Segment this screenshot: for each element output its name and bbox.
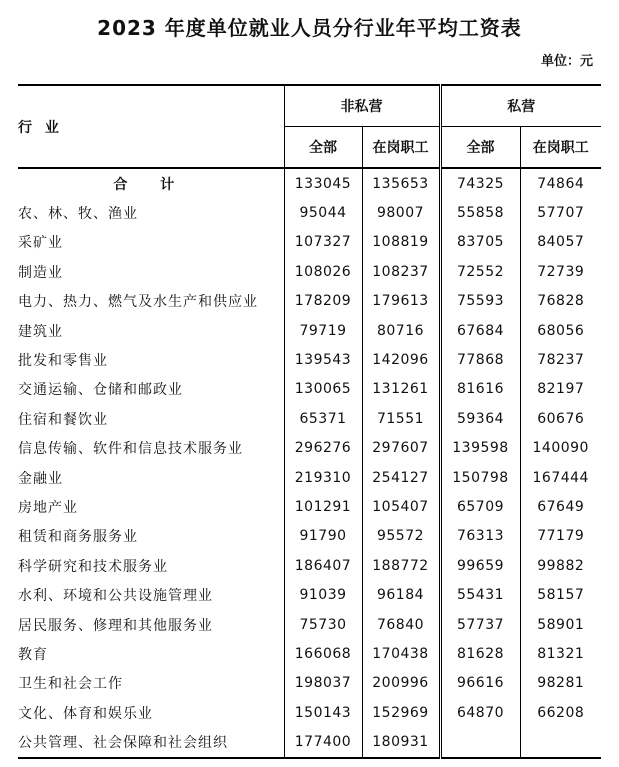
industry-cell: 交通运输、仓储和邮政业 — [18, 375, 284, 404]
non-private-on-post-cell: 98007 — [362, 198, 440, 227]
private-on-post-cell: 167444 — [520, 463, 601, 492]
private-all-cell: 64870 — [440, 698, 520, 727]
private-on-post-cell: 72739 — [520, 257, 601, 286]
non-private-all-cell: 107327 — [294, 234, 352, 251]
page-title: 2023 年度单位就业人员分行业年平均工资表 — [97, 16, 522, 40]
industry-cell: 信息传输、软件和信息技术服务业 — [18, 434, 284, 463]
non-private-on-post-cell: 135653 — [362, 168, 440, 198]
private-all-cell: 55431 — [440, 580, 520, 609]
table-body — [18, 168, 601, 758]
non-private-on-post-cell: 108237 — [362, 257, 440, 286]
industry-cell: 电力、热力、燃气及水生产和供应业 — [18, 287, 284, 316]
industry-cell: 文化、体育和娱乐业 — [18, 698, 284, 727]
industry-cell: 制造业 — [18, 257, 284, 286]
wage-table — [18, 84, 601, 759]
non-private-on-post-cell: 142096 — [362, 345, 440, 374]
table-row — [18, 257, 601, 286]
non-private-on-post-cell: 95572 — [362, 522, 440, 551]
table-row — [18, 522, 601, 551]
industry-cell: 合 计 — [18, 168, 284, 198]
private-on-post-cell: 74864 — [520, 168, 601, 198]
private-all-header: 全部 — [440, 127, 520, 169]
industry-cell: 采矿业 — [18, 228, 284, 257]
non-private-on-post-cell: 179613 — [362, 287, 440, 316]
non-private-all-cell: 108026 — [294, 263, 352, 280]
table-row — [18, 727, 601, 757]
private-on-post-cell: 68056 — [520, 316, 601, 345]
non-private-all-cell: 150143 — [294, 704, 352, 721]
private-on-post-cell: 77179 — [520, 522, 601, 551]
non-private-header: 非私营 — [340, 99, 383, 115]
industry-cell: 农、林、牧、渔业 — [18, 198, 284, 227]
private-on-post-cell — [520, 727, 601, 757]
non-private-all-cell: 133045 — [294, 175, 352, 192]
private-all-cell: 81616 — [440, 375, 520, 404]
table-row — [18, 228, 601, 257]
total-row — [18, 168, 601, 198]
table-row — [18, 580, 601, 609]
non-private-all-cell: 296276 — [294, 440, 352, 457]
private-all-cell: 150798 — [440, 463, 520, 492]
industry-cell: 卫生和社会工作 — [18, 669, 284, 698]
non-private-on-post-cell: 188772 — [362, 551, 440, 580]
table-row — [18, 287, 601, 316]
industry-cell: 房地产业 — [18, 492, 284, 521]
non-private-all-cell: 95044 — [299, 205, 347, 222]
table-row — [18, 463, 601, 492]
table-row — [18, 198, 601, 227]
non-private-all-cell: 79719 — [299, 322, 347, 339]
industry-cell: 教育 — [18, 639, 284, 668]
private-all-cell: 67684 — [440, 316, 520, 345]
non-private-all-cell: 139543 — [294, 352, 352, 369]
table-row — [18, 492, 601, 521]
private-all-cell: 81628 — [440, 639, 520, 668]
industry-cell: 租赁和商务服务业 — [18, 522, 284, 551]
private-on-post-cell: 58901 — [520, 610, 601, 639]
private-all-cell: 77868 — [440, 345, 520, 374]
private-header: 私营 — [440, 85, 601, 127]
industry-cell: 建筑业 — [18, 316, 284, 345]
private-on-post-cell: 82197 — [520, 375, 601, 404]
private-all-cell: 72552 — [440, 257, 520, 286]
industry-cell: 批发和零售业 — [18, 345, 284, 374]
industry-cell: 居民服务、修理和其他服务业 — [18, 610, 284, 639]
private-all-cell: 55858 — [440, 198, 520, 227]
private-all-cell: 65709 — [440, 492, 520, 521]
private-all-cell: 99659 — [440, 551, 520, 580]
private-on-post-cell: 99882 — [520, 551, 601, 580]
non-private-on-post-cell: 105407 — [362, 492, 440, 521]
non-private-on-post-cell: 200996 — [362, 669, 440, 698]
non-private-on-post-cell: 108819 — [362, 228, 440, 257]
unit-label: 单位：元 — [540, 54, 593, 69]
industry-cell: 水利、环境和公共设施管理业 — [18, 580, 284, 609]
non-private-all-cell: 186407 — [294, 557, 352, 574]
private-all-cell: 75593 — [440, 287, 520, 316]
table-row — [18, 610, 601, 639]
header-row-groups — [18, 85, 601, 127]
table-row — [18, 434, 601, 463]
non-private-on-post-cell: 152969 — [362, 698, 440, 727]
private-on-post-cell: 78237 — [520, 345, 601, 374]
private-on-post-cell: 60676 — [520, 404, 601, 433]
non-private-on-post-cell: 297607 — [362, 434, 440, 463]
private-on-post-cell: 140090 — [520, 434, 601, 463]
private-all-cell — [440, 727, 520, 757]
non-private-on-post-header: 在岗职工 — [362, 127, 440, 169]
non-private-all-cell: 91790 — [299, 528, 347, 545]
non-private-on-post-cell: 96184 — [362, 580, 440, 609]
private-on-post-cell: 66208 — [520, 698, 601, 727]
private-on-post-header: 在岗职工 — [520, 127, 601, 169]
table-row — [18, 404, 601, 433]
non-private-on-post-cell: 71551 — [362, 404, 440, 433]
non-private-all-cell: 198037 — [294, 675, 352, 692]
non-private-all-header: 全部 — [284, 127, 362, 169]
private-on-post-cell: 98281 — [520, 669, 601, 698]
table-row — [18, 345, 601, 374]
non-private-all-cell: 177400 — [294, 734, 352, 751]
non-private-all-cell: 65371 — [299, 410, 347, 427]
private-on-post-cell: 81321 — [520, 639, 601, 668]
table-row — [18, 639, 601, 668]
non-private-all-cell: 178209 — [294, 293, 352, 310]
private-on-post-cell: 57707 — [520, 198, 601, 227]
non-private-on-post-cell: 131261 — [362, 375, 440, 404]
table-row — [18, 375, 601, 404]
non-private-on-post-cell: 254127 — [362, 463, 440, 492]
private-all-cell: 59364 — [440, 404, 520, 433]
non-private-all-cell: 130065 — [294, 381, 352, 398]
non-private-on-post-cell: 180931 — [362, 727, 440, 757]
table-row — [18, 669, 601, 698]
private-on-post-cell: 58157 — [520, 580, 601, 609]
non-private-all-cell: 219310 — [294, 469, 352, 486]
private-all-cell: 139598 — [440, 434, 520, 463]
private-all-cell: 76313 — [440, 522, 520, 551]
private-all-cell: 83705 — [440, 228, 520, 257]
non-private-on-post-cell: 76840 — [362, 610, 440, 639]
table-row — [18, 316, 601, 345]
non-private-all-cell: 166068 — [294, 645, 352, 662]
industry-header: 行 业 — [18, 85, 284, 168]
non-private-all-cell: 101291 — [294, 498, 352, 515]
non-private-all-cell: 91039 — [299, 587, 347, 604]
non-private-on-post-cell: 80716 — [362, 316, 440, 345]
private-all-cell: 96616 — [440, 669, 520, 698]
private-on-post-cell: 67649 — [520, 492, 601, 521]
industry-cell: 公共管理、社会保障和社会组织 — [18, 727, 284, 757]
industry-cell: 住宿和餐饮业 — [18, 404, 284, 433]
industry-cell: 金融业 — [18, 463, 284, 492]
table-row — [18, 551, 601, 580]
table-row — [18, 698, 601, 727]
non-private-on-post-cell: 170438 — [362, 639, 440, 668]
private-all-cell: 74325 — [440, 168, 520, 198]
industry-cell: 科学研究和技术服务业 — [18, 551, 284, 580]
private-all-cell: 57737 — [440, 610, 520, 639]
private-on-post-cell: 76828 — [520, 287, 601, 316]
non-private-all-cell: 75730 — [299, 616, 347, 633]
private-on-post-cell: 84057 — [520, 228, 601, 257]
